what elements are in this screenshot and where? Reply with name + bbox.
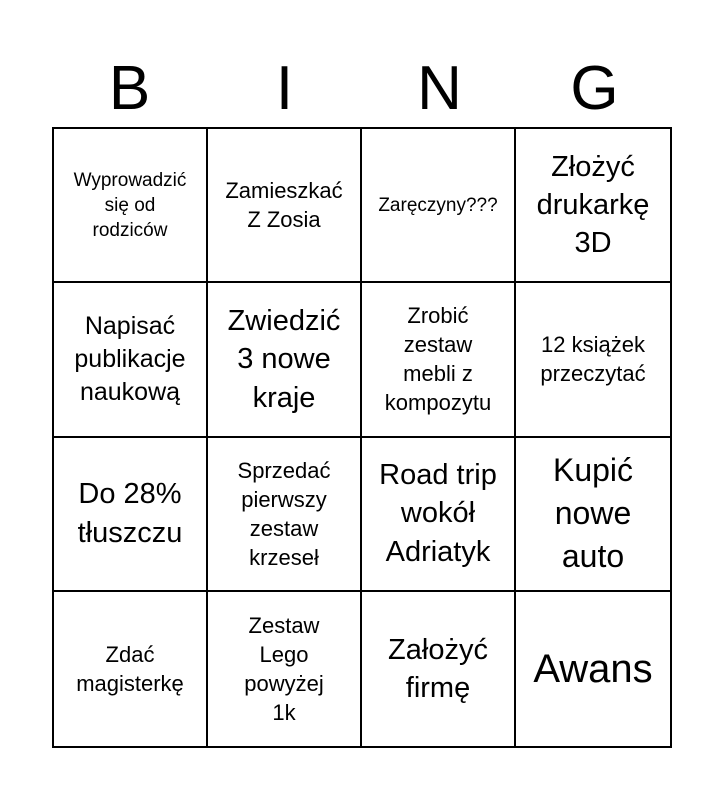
header-letter-g: G xyxy=(570,54,619,123)
bingo-cell-r2c1[interactable] xyxy=(54,283,208,437)
cell-text: Sprzedać pierwszy zestaw krzeseł xyxy=(237,457,331,570)
cell-text: Założyć firmę xyxy=(388,633,488,704)
cell-text: Kupić nowe auto xyxy=(552,451,634,575)
header-letter-i: I xyxy=(275,54,294,123)
bingo-cell-r2c2[interactable] xyxy=(208,283,362,437)
cell-text: Zrobić zestaw mebli z kompozytu xyxy=(384,303,492,416)
cell-text: Zaręczyny??? xyxy=(378,194,498,216)
bingo-cell-r1c4[interactable] xyxy=(516,129,670,283)
cell-text: Zamieszkać Z Zosia xyxy=(225,178,343,233)
cell-text: Złożyć drukarkę 3D xyxy=(536,150,650,260)
bingo-cell-r4c3[interactable] xyxy=(362,592,516,746)
bingo-cell-r3c2[interactable] xyxy=(208,438,362,592)
cell-text: Wyprowadzić się od rodziców xyxy=(73,169,187,241)
bingo-header xyxy=(52,50,672,128)
bingo-board xyxy=(52,127,672,748)
cell-text: Road trip wokół Adriatyk xyxy=(379,459,497,568)
cell-text: Zwiedzić 3 nowe kraje xyxy=(227,304,341,414)
bingo-cell-r3c1[interactable] xyxy=(54,438,208,592)
bingo-cell-r1c1[interactable] xyxy=(54,129,208,283)
header-letter-b: B xyxy=(108,54,151,123)
cell-text: Zestaw Lego powyżej 1k xyxy=(244,612,324,725)
cell-text: Napisać publikacje naukową xyxy=(74,311,186,406)
cell-text: Awans xyxy=(533,646,653,691)
bingo-cell-r2c4[interactable] xyxy=(516,283,670,437)
header-letter-n: N xyxy=(417,54,462,123)
cell-text: Do 28% tłuszczu xyxy=(77,478,183,549)
bingo-cell-r2c3[interactable] xyxy=(362,283,516,437)
bingo-cell-r3c4[interactable] xyxy=(516,438,670,592)
bingo-cell-r4c4[interactable] xyxy=(516,592,670,746)
bingo-cell-r4c2[interactable] xyxy=(208,592,362,746)
cell-text: 12 książek przeczytać xyxy=(540,332,646,387)
bingo-cell-r1c3[interactable] xyxy=(362,129,516,283)
cell-text: Zdać magisterkę xyxy=(76,641,184,696)
bingo-cell-r3c3[interactable] xyxy=(362,438,516,592)
bingo-cell-r4c1[interactable] xyxy=(54,592,208,746)
bingo-cell-r1c2[interactable] xyxy=(208,129,362,283)
